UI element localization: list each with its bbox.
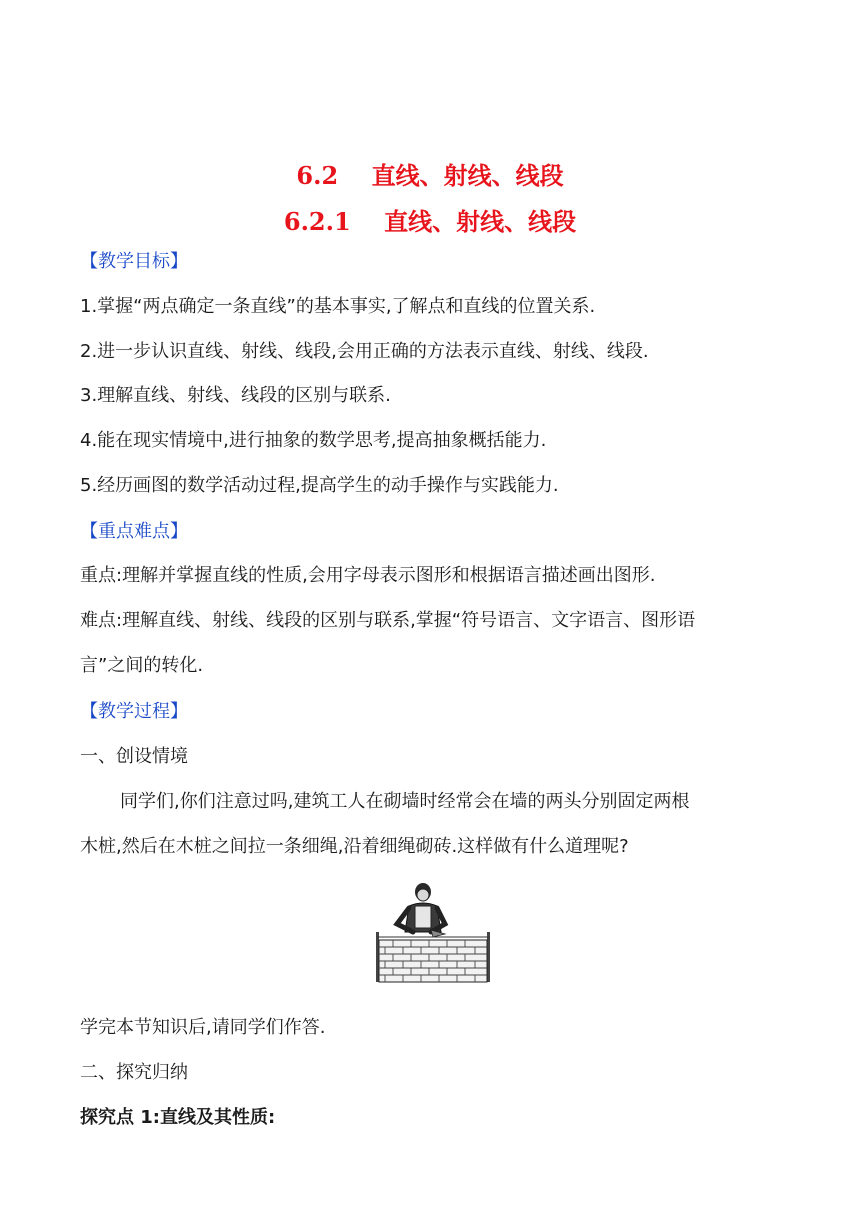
- heading-teaching-process: 【教学过程】: [80, 701, 188, 722]
- key-point-text: 重点:理解并掌握直线的性质,会用字母表示图形和根据语言描述画出图形.: [80, 565, 656, 586]
- difficulty-text-line-2: 言”之间的转化.: [80, 655, 204, 676]
- section-title: 6.2 直线、射线、线段: [296, 161, 564, 190]
- goal-item-4: 4.能在现实情境中,进行抽象的数学思考,提高抽象概括能力.: [80, 430, 547, 451]
- part-two-heading: 二、探究归纳: [80, 1062, 188, 1083]
- subsection-title: 6.2.1 直线、射线、线段: [283, 207, 577, 236]
- bricklayer-illustration: [373, 880, 495, 984]
- after-figure-text: 学完本节知识后,请同学们作答.: [80, 1017, 326, 1038]
- difficulty-text-line-1: 难点:理解直线、射线、线段的区别与联系,掌握“符号语言、文字语言、图形语: [80, 610, 696, 631]
- goal-item-1: 1.掌握“两点确定一条直线”的基本事实,了解点和直线的位置关系.: [80, 296, 596, 317]
- scenario-paragraph-line-1: 同学们,你们注意过吗,建筑工人在砌墙时经常会在墙的两头分别固定两根: [120, 791, 690, 812]
- part-one-heading: 一、创设情境: [80, 746, 188, 767]
- goal-item-2: 2.进一步认识直线、射线、线段,会用正确的方法表示直线、射线、线段.: [80, 341, 649, 362]
- heading-teaching-goals: 【教学目标】: [80, 251, 188, 272]
- exploration-point-1-heading: 探究点 1:直线及其性质:: [80, 1107, 276, 1128]
- goal-item-3: 3.理解直线、射线、线段的区别与联系.: [80, 385, 391, 406]
- heading-key-points: 【重点难点】: [80, 521, 188, 542]
- scenario-paragraph-line-2: 木桩,然后在木桩之间拉一条细绳,沿着细绳砌砖.这样做有什么道理呢?: [80, 836, 629, 857]
- goal-item-5: 5.经历画图的数学活动过程,提高学生的动手操作与实践能力.: [80, 475, 559, 496]
